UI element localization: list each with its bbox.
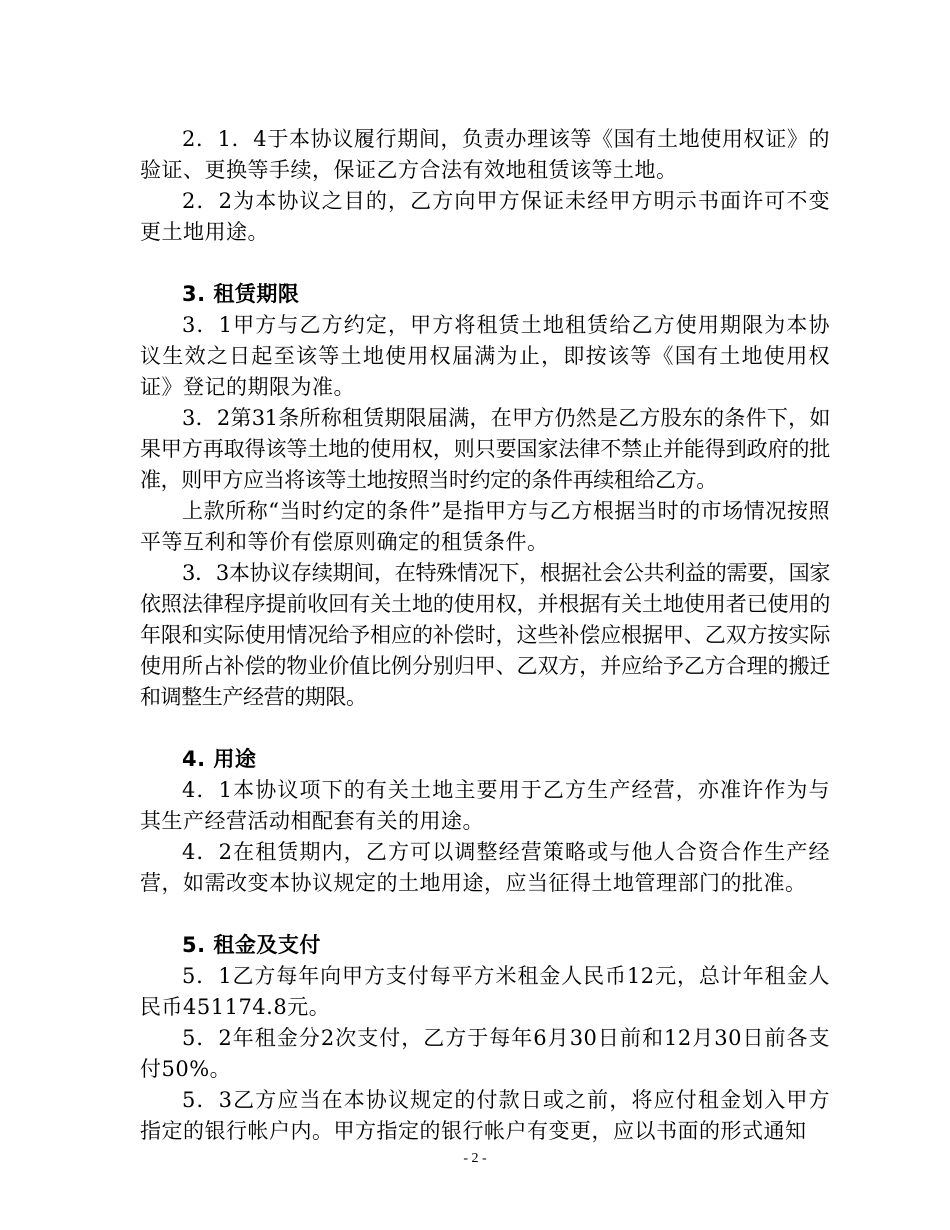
paragraph-5-3: 5．3乙方应当在本协议规定的付款日或之前，将应付租金划入甲方指定的银行帐户内。甲方指定的银行帐户有变更，应以书面的形式通知 [140, 1088, 830, 1143]
paragraph-3-2: 3．2第31条所称租赁期限届满，在甲方仍然是乙方股东的条件下，如果甲方再取得该等土地的使用权，则只要国家法律不禁止并能得到政府的批准，则甲方应当将该等土地按照当时约定的条件再续租给乙方。 [140, 406, 830, 492]
paragraph-3-3: 3．3本协议存续期间，在特殊情况下，根据社会公共利益的需要，国家依照法律程序提前收回有关土地的使用权，并根据有关土地使用者已使用的年限和实际使用情况给予相应的补偿时，这些补偿应根据甲、乙双方按实际使用所占补偿的物业价值比例分别归甲、乙双方，并应给予乙方合理的搬迁和调整生产经营的期限。 [140, 561, 830, 709]
section-heading-lease-term: 3. 租赁期限 [182, 282, 300, 306]
paragraph-4-1: 4．1本协议项下的有关土地主要用于乙方生产经营，亦准许作为与其生产经营活动相配套有关的用途。 [140, 778, 830, 833]
paragraph-5-1: 5．1乙方每年向甲方支付每平方米租金人民币12元，总计年租金人民币451174.8元。 [140, 964, 830, 1019]
page-number: - 2 - [463, 1151, 487, 1166]
paragraph-2-1-4: 2．1．4于本协议履行期间，负责办理该等《国有土地使用权证》的验证、更换等手续，保证乙方合法有效地租赁该等土地。 [140, 127, 830, 182]
section-spacer [140, 899, 830, 930]
section-spacer [140, 713, 830, 744]
paragraph-3-2-note: 上款所称“当时约定的条件”是指甲方与乙方根据当时的市场情况按照平等互利和等价有偿原则确定的租赁条件。 [140, 499, 830, 554]
paragraph-5-2: 5．2年租金分2次支付，乙方于每年6月30日前和12月30日前各支付50%。 [140, 1026, 830, 1081]
paragraph-4-2: 4．2在租赁期内，乙方可以调整经营策略或与他人合资合作生产经营，如需改变本协议规定的土地用途，应当征得土地管理部门的批准。 [140, 840, 830, 895]
section-heading-usage: 4. 用途 [182, 747, 257, 771]
paragraph-2-2: 2．2为本协议之目的，乙方向甲方保证未经甲方明示书面许可不变更土地用途。 [140, 189, 830, 244]
section-spacer [140, 248, 830, 279]
document-body [140, 124, 830, 1147]
paragraph-3-1: 3．1甲方与乙方约定，甲方将租赁土地租赁给乙方使用期限为本协议生效之日起至该等土地使用权届满为止，即按该等《国有土地使用权证》登记的期限为准。 [140, 313, 830, 399]
section-heading-rent-payment: 5. 租金及支付 [182, 933, 321, 957]
